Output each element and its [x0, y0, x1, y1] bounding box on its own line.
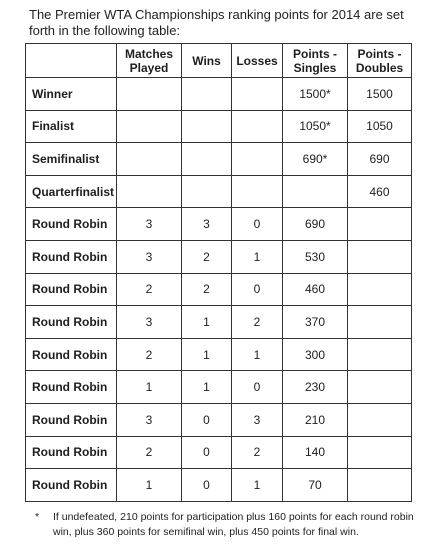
matches-played-cell: 3	[117, 306, 182, 339]
points-singles-cell: 460	[283, 273, 348, 306]
table-row	[26, 110, 412, 143]
points-doubles-cell	[348, 208, 412, 241]
losses-cell: 1	[232, 469, 283, 502]
losses-cell: 1	[232, 338, 283, 371]
losses-cell	[232, 175, 283, 208]
table-row	[26, 371, 412, 404]
table-row	[26, 469, 412, 502]
points-doubles-cell: 1500	[348, 78, 412, 111]
matches-played-cell: 3	[117, 208, 182, 241]
matches-played-cell: 2	[117, 273, 182, 306]
points-singles-cell: 230	[283, 371, 348, 404]
table-row	[26, 78, 412, 111]
losses-cell: 0	[232, 208, 283, 241]
matches-played-cell	[117, 143, 182, 176]
losses-cell: 1	[232, 240, 283, 273]
points-doubles-cell	[348, 371, 412, 404]
header-points-singles: Points - Singles	[283, 44, 348, 78]
matches-played-cell: 1	[117, 469, 182, 502]
footnote-marker: *	[35, 511, 40, 523]
round-cell: Round Robin	[26, 436, 117, 469]
table-row	[26, 175, 412, 208]
wins-cell: 1	[182, 371, 232, 404]
wins-cell	[182, 78, 232, 111]
points-singles-cell: 1500*	[283, 78, 348, 111]
table-row	[26, 208, 412, 241]
wins-cell	[182, 110, 232, 143]
intro-paragraph: The Premier WTA Championships ranking points for 2014 are set forth in the following table:	[29, 7, 404, 38]
wins-cell: 0	[182, 469, 232, 502]
table-row	[26, 403, 412, 436]
round-cell: Finalist	[26, 110, 117, 143]
points-doubles-cell	[348, 338, 412, 371]
points-singles-cell: 690	[283, 208, 348, 241]
round-cell: Round Robin	[26, 208, 117, 241]
points-doubles-cell: 690	[348, 143, 412, 176]
wins-cell: 2	[182, 240, 232, 273]
matches-played-cell: 3	[117, 403, 182, 436]
matches-played-cell	[117, 110, 182, 143]
round-cell: Quarterfinalist	[26, 175, 117, 208]
table-row	[26, 240, 412, 273]
points-doubles-cell	[348, 240, 412, 273]
footnote-text: If undefeated, 210 points for participation plus 160 points for each round robin win, plus 360 points for semifinal win, plus 450 points for final win.	[53, 511, 414, 538]
table-header-row	[26, 44, 412, 78]
wins-cell: 1	[182, 338, 232, 371]
wins-cell	[182, 175, 232, 208]
round-cell: Round Robin	[26, 338, 117, 371]
points-doubles-cell: 460	[348, 175, 412, 208]
points-doubles-cell	[348, 273, 412, 306]
header-points-doubles: Points - Doubles	[348, 44, 412, 78]
points-singles-cell: 690*	[283, 143, 348, 176]
points-doubles-cell	[348, 469, 412, 502]
table-body	[26, 78, 412, 502]
wins-cell	[182, 143, 232, 176]
round-cell: Round Robin	[26, 403, 117, 436]
matches-played-cell: 3	[117, 240, 182, 273]
losses-cell: 3	[232, 403, 283, 436]
table-row	[26, 143, 412, 176]
table-row	[26, 306, 412, 339]
points-singles-cell: 1050*	[283, 110, 348, 143]
round-cell: Round Robin	[26, 240, 117, 273]
round-cell: Round Robin	[26, 469, 117, 502]
round-cell: Semifinalist	[26, 143, 117, 176]
losses-cell: 0	[232, 273, 283, 306]
round-cell: Round Robin	[26, 306, 117, 339]
points-singles-cell: 210	[283, 403, 348, 436]
points-singles-cell: 530	[283, 240, 348, 273]
losses-cell: 2	[232, 306, 283, 339]
losses-cell: 2	[232, 436, 283, 469]
points-doubles-cell	[348, 403, 412, 436]
losses-cell	[232, 143, 283, 176]
losses-cell	[232, 110, 283, 143]
round-cell: Round Robin	[26, 371, 117, 404]
header-wins: Wins	[182, 44, 232, 78]
header-losses: Losses	[232, 44, 283, 78]
points-doubles-cell	[348, 306, 412, 339]
wins-cell: 0	[182, 436, 232, 469]
matches-played-cell: 1	[117, 371, 182, 404]
wins-cell: 0	[182, 403, 232, 436]
matches-played-cell: 2	[117, 338, 182, 371]
points-singles-cell: 370	[283, 306, 348, 339]
points-singles-cell	[283, 175, 348, 208]
round-cell: Round Robin	[26, 273, 117, 306]
points-singles-cell: 70	[283, 469, 348, 502]
wins-cell: 1	[182, 306, 232, 339]
points-singles-cell: 140	[283, 436, 348, 469]
wins-cell: 3	[182, 208, 232, 241]
table-row	[26, 436, 412, 469]
header-matches-played: Matches Played	[117, 44, 182, 78]
points-doubles-cell: 1050	[348, 110, 412, 143]
table-row	[26, 273, 412, 306]
wins-cell: 2	[182, 273, 232, 306]
matches-played-cell	[117, 78, 182, 111]
footnote	[35, 510, 430, 540]
round-cell: Winner	[26, 78, 117, 111]
matches-played-cell	[117, 175, 182, 208]
points-singles-cell: 300	[283, 338, 348, 371]
losses-cell	[232, 78, 283, 111]
matches-played-cell: 2	[117, 436, 182, 469]
header-round	[26, 44, 117, 78]
table-row	[26, 338, 412, 371]
points-doubles-cell	[348, 436, 412, 469]
losses-cell: 0	[232, 371, 283, 404]
ranking-points-table	[25, 43, 412, 502]
